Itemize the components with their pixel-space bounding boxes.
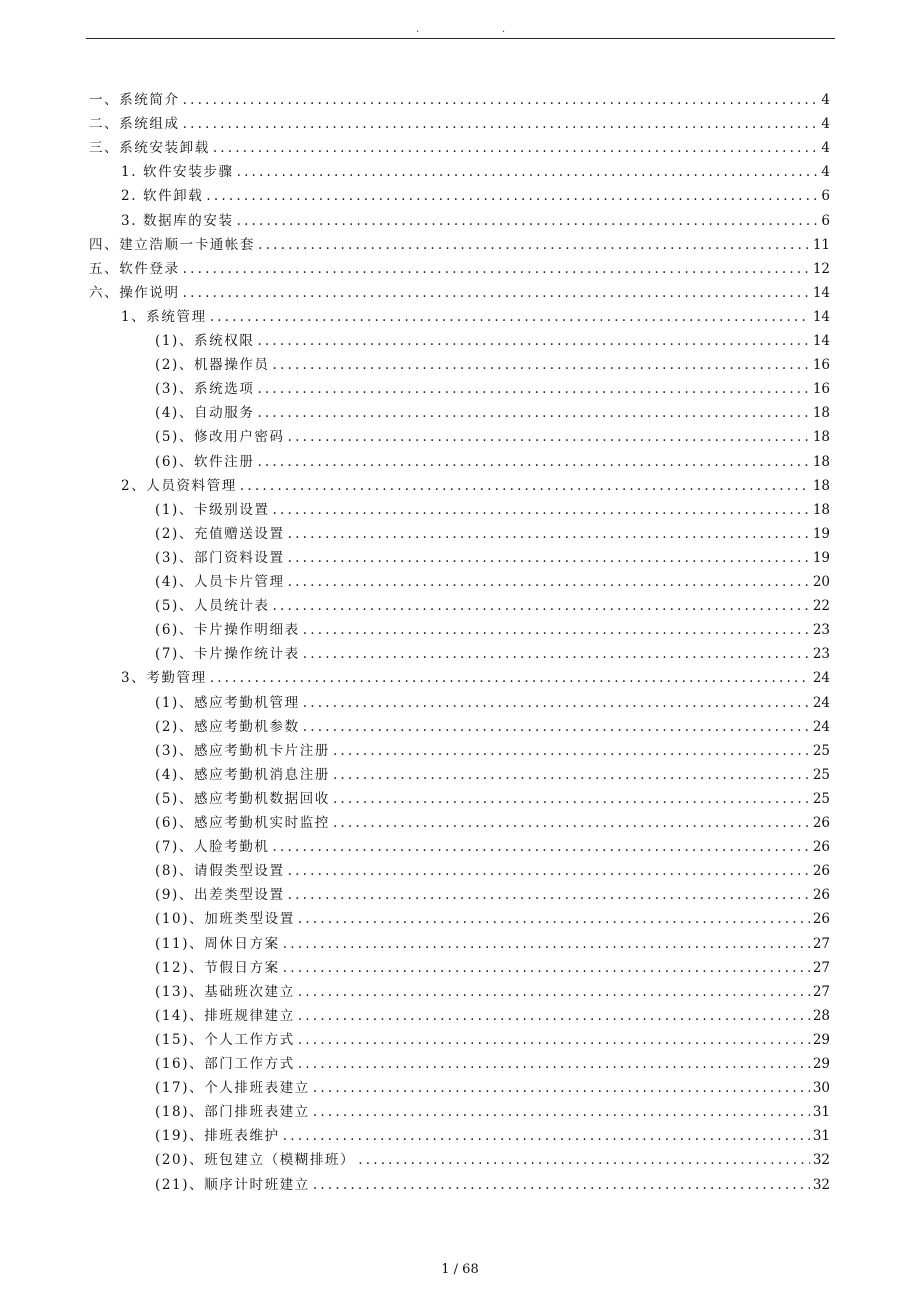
- toc-leader-dots: [298, 980, 810, 1004]
- toc-entry[interactable]: [155, 1124, 830, 1148]
- toc-entry-page: 26: [812, 911, 830, 927]
- toc-leader-dots: [358, 1148, 810, 1172]
- toc-entry-label: (9)、出差类型设置: [155, 887, 285, 903]
- toc-leader-dots: [298, 1004, 810, 1028]
- toc-entry-page: 32: [812, 1177, 830, 1193]
- toc-entry-label: (7)、人脸考勤机: [155, 839, 270, 855]
- toc-entry-page: 23: [812, 646, 830, 662]
- toc-leader-dots: [257, 329, 809, 353]
- toc-entry-label: (13)、基础班次建立: [155, 984, 295, 1000]
- toc-leader-dots: [273, 353, 810, 377]
- toc-entry[interactable]: [155, 1052, 830, 1076]
- toc-entry[interactable]: [155, 932, 830, 956]
- toc-leader-dots: [183, 257, 810, 281]
- toc-entry-page: 20: [812, 574, 830, 590]
- toc-entry-page: 26: [812, 839, 830, 855]
- toc-entry[interactable]: [155, 763, 830, 787]
- toc-entry[interactable]: [121, 666, 830, 690]
- toc-entry-label: (8)、请假类型设置: [155, 863, 285, 879]
- toc-entry-page: 25: [812, 767, 830, 783]
- toc-leader-dots: [213, 136, 819, 160]
- toc-leader-dots: [288, 883, 810, 907]
- toc-entry-label: (12)、节假日方案: [155, 960, 280, 976]
- toc-leader-dots: [288, 570, 810, 594]
- toc-entry-label: (17)、个人排班表建立: [155, 1080, 310, 1096]
- toc-entry[interactable]: [155, 377, 830, 401]
- toc-entry[interactable]: [155, 1004, 830, 1028]
- toc-entry[interactable]: [155, 594, 830, 618]
- toc-entry-label: (3)、系统选项: [155, 381, 255, 397]
- page-number: 1 / 68: [441, 1262, 479, 1277]
- toc-leader-dots: [283, 932, 810, 956]
- toc-entry[interactable]: [89, 257, 830, 281]
- toc-entry[interactable]: [121, 305, 830, 329]
- toc-entry[interactable]: [155, 1148, 830, 1172]
- toc-entry[interactable]: [155, 618, 830, 642]
- toc-leader-dots: [303, 715, 810, 739]
- toc-entry-page: 18: [812, 454, 830, 470]
- toc-entry-page: 4: [821, 164, 830, 180]
- toc-leader-dots: [303, 618, 810, 642]
- toc-entry[interactable]: [121, 160, 830, 184]
- toc-entry-page: 27: [812, 936, 830, 952]
- toc-entry-page: 4: [821, 116, 830, 132]
- toc-entry-label: (21)、顺序计时班建立: [155, 1177, 310, 1193]
- toc-entry[interactable]: [155, 450, 830, 474]
- toc-entry-label: 3、考勤管理: [121, 670, 207, 686]
- toc-entry-page: 16: [812, 357, 830, 373]
- toc-entry-page: 6: [821, 188, 830, 204]
- toc-entry-label: (5)、修改用户密码: [155, 429, 285, 445]
- toc-leader-dots: [273, 594, 810, 618]
- toc-entry-page: 12: [812, 261, 830, 277]
- toc-entry-page: 25: [812, 791, 830, 807]
- toc-entry-label: (20)、班包建立（模糊排班）: [155, 1152, 356, 1168]
- toc-leader-dots: [303, 642, 810, 666]
- toc-entry-label: 六、操作说明: [89, 285, 180, 301]
- toc-leader-dots: [313, 1173, 810, 1197]
- toc-leader-dots: [313, 1100, 810, 1124]
- toc-leader-dots: [298, 1052, 810, 1076]
- toc-entry-label: 3. 数据库的安装: [121, 213, 234, 229]
- toc-leader-dots: [303, 691, 810, 715]
- toc-leader-dots: [333, 763, 810, 787]
- toc-leader-dots: [257, 377, 809, 401]
- toc-entry-label: (14)、排班规律建立: [155, 1008, 295, 1024]
- toc-entry-label: (2)、充值赠送设置: [155, 526, 285, 542]
- toc-entry-label: 1、系统管理: [121, 309, 207, 325]
- toc-leader-dots: [298, 1028, 810, 1052]
- toc-entry[interactable]: [155, 883, 830, 907]
- header-dot-left: .: [416, 24, 420, 35]
- toc-entry-page: 4: [821, 140, 830, 156]
- toc-entry[interactable]: [155, 546, 830, 570]
- toc-leader-dots: [333, 787, 810, 811]
- toc-entry-label: (2)、感应考勤机参数: [155, 719, 300, 735]
- toc-entry-page: 25: [812, 743, 830, 759]
- toc-entry[interactable]: [155, 739, 830, 763]
- toc-leader-dots: [183, 281, 810, 305]
- toc-leader-dots: [283, 956, 810, 980]
- toc-leader-dots: [183, 112, 819, 136]
- toc-leader-dots: [333, 811, 810, 835]
- toc-leader-dots: [313, 1076, 810, 1100]
- toc-entry[interactable]: [155, 811, 830, 835]
- toc-entry-label: 五、软件登录: [89, 261, 180, 277]
- toc-entry[interactable]: [155, 642, 830, 666]
- toc-leader-dots: [273, 835, 810, 859]
- toc-leader-dots: [257, 401, 809, 425]
- toc-entry[interactable]: [155, 956, 830, 980]
- toc-entry-page: 30: [812, 1080, 830, 1096]
- toc-entry-page: 29: [812, 1032, 830, 1048]
- toc-entry-page: 26: [812, 863, 830, 879]
- toc-entry-page: 32: [812, 1152, 830, 1168]
- toc-entry-label: (18)、部门排班表建立: [155, 1104, 310, 1120]
- toc-entry[interactable]: [89, 281, 830, 305]
- toc-leader-dots: [288, 522, 810, 546]
- toc-entry-label: 一、系统简介: [89, 92, 180, 108]
- toc-entry-label: (1)、感应考勤机管理: [155, 695, 300, 711]
- toc-entry-label: (4)、人员卡片管理: [155, 574, 285, 590]
- toc-entry-label: (2)、机器操作员: [155, 357, 270, 373]
- toc-leader-dots: [288, 425, 810, 449]
- toc-leader-dots: [288, 546, 810, 570]
- toc-entry[interactable]: [155, 691, 830, 715]
- toc-entry-label: (7)、卡片操作统计表: [155, 646, 300, 662]
- toc-entry-page: 27: [812, 960, 830, 976]
- toc-entry[interactable]: [155, 498, 830, 522]
- toc-entry-label: 1. 软件安装步骤: [121, 164, 234, 180]
- toc-entry[interactable]: [89, 136, 830, 160]
- toc-leader-dots: [237, 209, 819, 233]
- toc-entry[interactable]: [155, 907, 830, 931]
- toc-leader-dots: [288, 859, 810, 883]
- toc-entry-page: 11: [812, 237, 830, 253]
- toc-leader-dots: [283, 1124, 810, 1148]
- toc-entry-label: (16)、部门工作方式: [155, 1056, 295, 1072]
- toc-leader-dots: [210, 305, 810, 329]
- toc-entry-label: 2. 软件卸载: [121, 188, 204, 204]
- page-header: [0, 24, 920, 36]
- toc-entry-page: 24: [812, 670, 830, 686]
- toc-entry-label: (10)、加班类型设置: [155, 911, 295, 927]
- toc-entry-page: 19: [812, 526, 830, 542]
- toc-entry-label: (6)、卡片操作明细表: [155, 622, 300, 638]
- toc-entry-page: 4: [821, 92, 830, 108]
- toc-entry-label: 三、系统安装卸载: [89, 140, 210, 156]
- header-rule: [86, 38, 835, 39]
- toc-entry[interactable]: [155, 329, 830, 353]
- toc-entry-label: 四、建立浩顺一卡通帐套: [89, 237, 256, 253]
- toc-entry[interactable]: [155, 1028, 830, 1052]
- toc-entry-page: 26: [812, 887, 830, 903]
- toc-entry-page: 6: [821, 213, 830, 229]
- toc-entry-label: 二、系统组成: [89, 116, 180, 132]
- toc-entry[interactable]: [155, 859, 830, 883]
- toc-entry-label: (15)、个人工作方式: [155, 1032, 295, 1048]
- toc-entry-page: 31: [812, 1128, 830, 1144]
- toc-entry-page: 28: [812, 1008, 830, 1024]
- toc-leader-dots: [237, 160, 819, 184]
- toc-leader-dots: [183, 88, 819, 112]
- toc-entry-page: 16: [812, 381, 830, 397]
- toc-entry-page: 19: [812, 550, 830, 566]
- toc-entry-page: 18: [812, 502, 830, 518]
- toc-entry-page: 18: [812, 429, 830, 445]
- toc-entry-page: 23: [812, 622, 830, 638]
- toc-entry[interactable]: [155, 1100, 830, 1124]
- toc-leader-dots: [210, 666, 810, 690]
- toc-entry[interactable]: [89, 88, 830, 112]
- toc-entry[interactable]: [155, 980, 830, 1004]
- toc-leader-dots: [298, 907, 810, 931]
- toc-entry-page: 14: [812, 309, 830, 325]
- toc-entry-label: (6)、软件注册: [155, 454, 255, 470]
- toc-leader-dots: [257, 450, 809, 474]
- toc-entry-label: (6)、感应考勤机实时监控: [155, 815, 330, 831]
- toc-entry-page: 29: [812, 1056, 830, 1072]
- toc-entry-label: (4)、感应考勤机消息注册: [155, 767, 330, 783]
- header-dot-right: .: [502, 24, 506, 35]
- toc-entry[interactable]: [155, 425, 830, 449]
- toc-entry[interactable]: [155, 835, 830, 859]
- toc-entry-label: (5)、人员统计表: [155, 598, 270, 614]
- toc-entry-label: (1)、系统权限: [155, 333, 255, 349]
- toc-entry-label: (19)、排班表维护: [155, 1128, 280, 1144]
- toc-entry[interactable]: [155, 787, 830, 811]
- toc-entry[interactable]: [155, 401, 830, 425]
- toc-entry-label: (3)、部门资料设置: [155, 550, 285, 566]
- toc-entry-page: 26: [812, 815, 830, 831]
- toc-entry-page: 14: [812, 333, 830, 349]
- toc-leader-dots: [258, 233, 810, 257]
- toc-entry-label: (4)、自动服务: [155, 405, 255, 421]
- toc-entry-page: 18: [812, 405, 830, 421]
- toc-entry-label: (5)、感应考勤机数据回收: [155, 791, 330, 807]
- toc-entry-label: (1)、卡级别设置: [155, 502, 270, 518]
- toc-entry-page: 27: [812, 984, 830, 1000]
- toc-entry[interactable]: [155, 353, 830, 377]
- toc-entry[interactable]: [155, 1173, 830, 1197]
- toc-entry-page: 14: [812, 285, 830, 301]
- toc-entry-page: 18: [812, 478, 830, 494]
- toc-entry[interactable]: [121, 184, 830, 208]
- toc-entry[interactable]: [121, 209, 830, 233]
- toc-entry-label: (11)、周休日方案: [155, 936, 280, 952]
- toc-entry[interactable]: [121, 474, 830, 498]
- toc-leader-dots: [333, 739, 810, 763]
- toc-entry[interactable]: [89, 112, 830, 136]
- toc-entry-page: 24: [812, 695, 830, 711]
- toc-leader-dots: [206, 184, 818, 208]
- toc-entry[interactable]: [89, 233, 830, 257]
- toc-entry[interactable]: [155, 522, 830, 546]
- toc-leader-dots: [240, 474, 810, 498]
- toc-entry-page: 24: [812, 719, 830, 735]
- toc-entry-page: 22: [812, 598, 830, 614]
- toc-entry[interactable]: [155, 570, 830, 594]
- toc-entry-label: (3)、感应考勤机卡片注册: [155, 743, 330, 759]
- toc-entry[interactable]: [155, 715, 830, 739]
- toc-entry-page: 31: [812, 1104, 830, 1120]
- toc-entry[interactable]: [155, 1076, 830, 1100]
- toc-entry-label: 2、人员资料管理: [121, 478, 237, 494]
- toc-leader-dots: [273, 498, 810, 522]
